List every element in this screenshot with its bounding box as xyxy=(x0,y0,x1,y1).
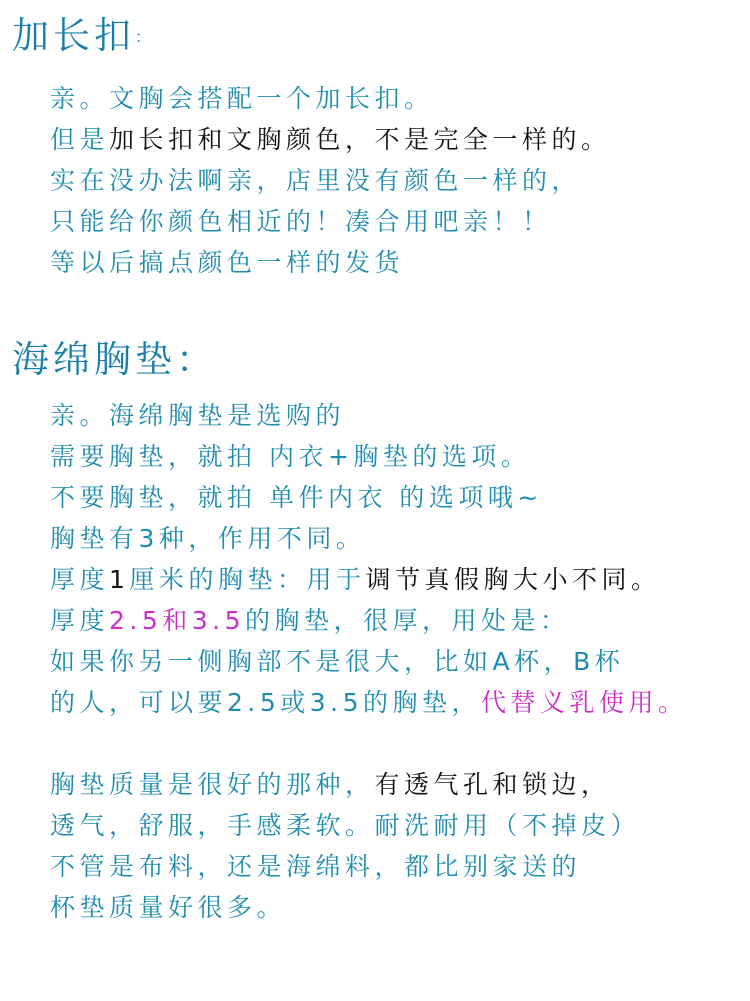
text-line xyxy=(50,645,624,679)
text-segment: 加长扣和文胸颜色，不是完全一样的。 xyxy=(109,125,611,154)
section-title-text: 加长扣 xyxy=(12,14,135,57)
text-line xyxy=(50,399,345,433)
text-segment: 但是 xyxy=(50,125,110,154)
section-title-text: 海绵胸垫： xyxy=(12,338,217,381)
text-segment: 透气，舒服，手感柔软。耐洗耐用（不掉皮） xyxy=(50,811,641,840)
text-line xyxy=(50,82,434,116)
text-segment: 调节真假胸大小不同。 xyxy=(365,565,661,594)
text-segment: 代替义乳使用。 xyxy=(481,688,688,717)
text-line xyxy=(50,850,581,884)
text-segment: 1 xyxy=(109,565,130,594)
text-line xyxy=(50,522,365,556)
section-title-extender-hook xyxy=(12,14,151,60)
text-line xyxy=(50,768,611,802)
section-title-sponge-pad xyxy=(12,338,217,382)
text-segment: 的人，可以要2.5或3.5的胸垫， xyxy=(50,688,482,717)
text-segment: 亲。文胸会搭配一个加长扣。 xyxy=(50,84,434,113)
text-line xyxy=(50,891,286,925)
text-segment: 的胸垫，很厚，用处是： xyxy=(245,606,570,635)
text-segment: 2.5和3.5 xyxy=(109,606,246,635)
text-segment: 胸垫质量是很好的那种， xyxy=(50,770,375,799)
text-segment: 胸垫有3种，作用不同。 xyxy=(50,524,366,553)
text-line xyxy=(50,205,552,239)
text-line xyxy=(50,563,660,597)
text-line xyxy=(50,686,688,720)
text-line xyxy=(50,123,611,157)
text-line xyxy=(50,809,640,843)
text-line xyxy=(50,604,570,638)
text-segment: 厚度 xyxy=(50,565,110,594)
text-segment: 不管是布料，还是海绵料，都比别家送的 xyxy=(50,852,582,881)
text-segment: 如果你另一侧胸部不是很大，比如A杯，B杯 xyxy=(50,647,625,676)
text-segment: 实在没办法啊亲，店里没有颜色一样的， xyxy=(50,166,582,195)
text-line xyxy=(50,481,543,515)
text-segment: 亲。海绵胸垫是选购的 xyxy=(50,401,346,430)
text-segment: 不要胸垫，就拍 单件内衣 的选项哦~ xyxy=(50,483,543,512)
section-title-colon: ： xyxy=(135,27,152,47)
text-segment: 等以后搞点颜色一样的发货 xyxy=(50,248,405,277)
text-segment: 杯垫质量好很多。 xyxy=(50,893,287,922)
text-segment: 只能给你颜色相近的！凑合用吧亲！！ xyxy=(50,207,552,236)
text-line xyxy=(50,246,404,280)
text-line xyxy=(50,440,530,474)
text-segment: 厚度 xyxy=(50,606,110,635)
text-segment: 的胸垫：用于 xyxy=(188,565,366,594)
text-segment: 需要胸垫，就拍 内衣+胸垫的选项。 xyxy=(50,442,531,471)
text-segment: 厘米 xyxy=(129,565,189,594)
text-line xyxy=(50,164,581,198)
text-segment: 有透气孔和锁边， xyxy=(374,770,611,799)
